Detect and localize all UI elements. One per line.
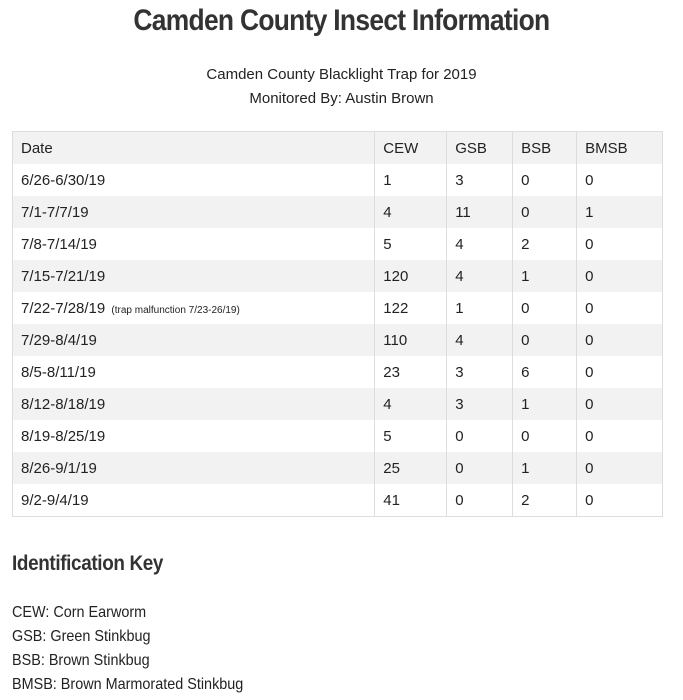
cell-gsb [447, 356, 513, 388]
bsb-value: 0 [521, 203, 530, 221]
cell-bmsb [577, 164, 663, 196]
bsb-value: 1 [521, 395, 530, 413]
bsb-value: 0 [521, 331, 530, 349]
bsb-value: 2 [521, 491, 530, 509]
date-value: 7/8-7/14/19 [21, 235, 97, 253]
date-value: 8/5-8/11/19 [21, 363, 96, 381]
gsb-value: 0 [455, 491, 464, 509]
bmsb-value: 0 [585, 363, 594, 381]
gsb-value: 4 [455, 331, 464, 349]
row-note: (trap malfunction 7/23-26/19) [111, 304, 240, 316]
bmsb-value: 0 [585, 427, 594, 445]
bmsb-value: 0 [585, 491, 594, 509]
cell-date [13, 196, 375, 228]
bmsb-value: 0 [585, 459, 594, 477]
cell-gsb [447, 260, 513, 292]
key-item-gsb: GSB: Green Stinkbug [12, 628, 151, 645]
bmsb-value: 0 [585, 395, 594, 413]
cell-gsb [447, 452, 513, 484]
cell-date [13, 292, 375, 324]
bmsb-value: 0 [585, 171, 594, 189]
date-value: 7/22-7/28/19 [21, 299, 106, 317]
date-value: 8/26-9/1/19 [21, 459, 97, 477]
identification-key-list [12, 602, 243, 698]
table-row [13, 484, 663, 517]
table-row [13, 228, 663, 260]
gsb-value: 4 [455, 235, 464, 253]
gsb-value: 0 [455, 427, 464, 445]
cell-bmsb [577, 356, 663, 388]
bsb-value: 1 [521, 459, 530, 477]
cell-bsb [513, 388, 577, 420]
cew-value: 5 [383, 235, 392, 253]
bmsb-value: 0 [585, 267, 594, 285]
cell-date [13, 388, 375, 420]
cew-value: 1 [383, 171, 392, 189]
cell-gsb [447, 388, 513, 420]
cell-bsb [513, 196, 577, 228]
bsb-value: 0 [521, 299, 530, 317]
cell-date [13, 164, 375, 196]
cell-bsb [513, 484, 577, 517]
bsb-value: 0 [521, 427, 530, 445]
gsb-value: 4 [455, 267, 464, 285]
table-row [13, 260, 663, 292]
table-row [13, 164, 663, 196]
header-date: Date [21, 139, 53, 157]
gsb-value: 0 [455, 459, 464, 477]
date-value: 8/12-8/18/19 [21, 395, 106, 413]
cell-bsb [513, 164, 577, 196]
bsb-value: 1 [521, 267, 530, 285]
cell-bsb [513, 420, 577, 452]
cell-cew [375, 356, 447, 388]
cew-value: 110 [383, 331, 408, 349]
cell-bmsb [577, 420, 663, 452]
cell-gsb [447, 484, 513, 517]
gsb-value: 3 [455, 363, 464, 381]
date-value: 9/2-9/4/19 [21, 491, 89, 509]
trap-subtitle: Camden County Blacklight Trap for 2019 [206, 66, 477, 83]
table-row [13, 324, 663, 356]
cell-date [13, 484, 375, 517]
date-value: 7/29-8/4/19 [21, 331, 97, 349]
cew-value: 122 [383, 299, 409, 317]
cell-cew [375, 196, 447, 228]
header-cew: CEW [375, 132, 447, 165]
cell-date [13, 324, 375, 356]
cew-value: 23 [383, 363, 400, 381]
cell-cew [375, 420, 447, 452]
cell-gsb [447, 164, 513, 196]
cell-bsb [513, 292, 577, 324]
table-header-row [13, 132, 663, 165]
date-value: 8/19-8/25/19 [21, 427, 106, 445]
cell-date [13, 420, 375, 452]
gsb-value: 3 [455, 395, 464, 413]
header-bsb: BSB [513, 132, 577, 165]
cell-gsb [447, 420, 513, 452]
trap-counts-table [12, 131, 663, 517]
bmsb-value: 1 [585, 203, 594, 221]
monitor-subtitle: Monitored By: Austin Brown [249, 90, 434, 107]
bsb-value: 0 [521, 171, 530, 189]
cell-date [13, 356, 375, 388]
header-gsb: GSB [447, 132, 513, 165]
cell-cew [375, 292, 447, 324]
cell-cew [375, 260, 447, 292]
cell-bmsb [577, 324, 663, 356]
table-row [13, 388, 663, 420]
cell-cew [375, 388, 447, 420]
bsb-value: 6 [521, 363, 530, 381]
cew-value: 25 [383, 459, 400, 477]
cell-cew [375, 164, 447, 196]
cell-bsb [513, 260, 577, 292]
cell-bmsb [577, 228, 663, 260]
bsb-value: 2 [521, 235, 530, 253]
cew-value: 4 [383, 203, 392, 221]
gsb-value: 3 [455, 171, 464, 189]
gsb-value: 1 [455, 299, 464, 317]
cell-gsb [447, 196, 513, 228]
date-value: 7/15-7/21/19 [21, 267, 106, 285]
cew-value: 120 [383, 267, 409, 285]
key-item-bsb: BSB: Brown Stinkbug [12, 652, 150, 669]
table-row [13, 420, 663, 452]
cell-bmsb [577, 484, 663, 517]
cell-bmsb [577, 196, 663, 228]
cell-gsb [447, 228, 513, 260]
page-title: Camden County Insect Information [133, 4, 550, 37]
table-row [13, 356, 663, 388]
bmsb-value: 0 [585, 299, 594, 317]
table-row [13, 292, 663, 324]
cell-cew [375, 228, 447, 260]
cell-date [13, 260, 375, 292]
gsb-value: 11 [455, 203, 471, 221]
date-value: 6/26-6/30/19 [21, 171, 106, 189]
cell-cew [375, 452, 447, 484]
table-row [13, 452, 663, 484]
bmsb-value: 0 [585, 235, 594, 253]
cell-gsb [447, 324, 513, 356]
cell-cew [375, 324, 447, 356]
cell-bmsb [577, 260, 663, 292]
cell-bsb [513, 356, 577, 388]
cew-value: 41 [383, 491, 400, 509]
header-bmsb: BMSB [577, 132, 663, 165]
date-value: 7/1-7/7/19 [21, 203, 89, 221]
cell-bmsb [577, 452, 663, 484]
cell-bsb [513, 324, 577, 356]
cell-bsb [513, 228, 577, 260]
cew-value: 4 [383, 395, 392, 413]
key-item-cew: CEW: Corn Earworm [12, 604, 147, 621]
cell-bmsb [577, 292, 663, 324]
cell-bmsb [577, 388, 663, 420]
cell-cew [375, 484, 447, 517]
bmsb-value: 0 [585, 331, 594, 349]
cell-gsb [447, 292, 513, 324]
cew-value: 5 [383, 427, 392, 445]
cell-date [13, 452, 375, 484]
cell-date [13, 228, 375, 260]
table-row [13, 196, 663, 228]
cell-bsb [513, 452, 577, 484]
identification-key-heading: Identification Key [12, 552, 164, 575]
key-item-bmsb: BMSB: Brown Marmorated Stinkbug [12, 676, 244, 693]
